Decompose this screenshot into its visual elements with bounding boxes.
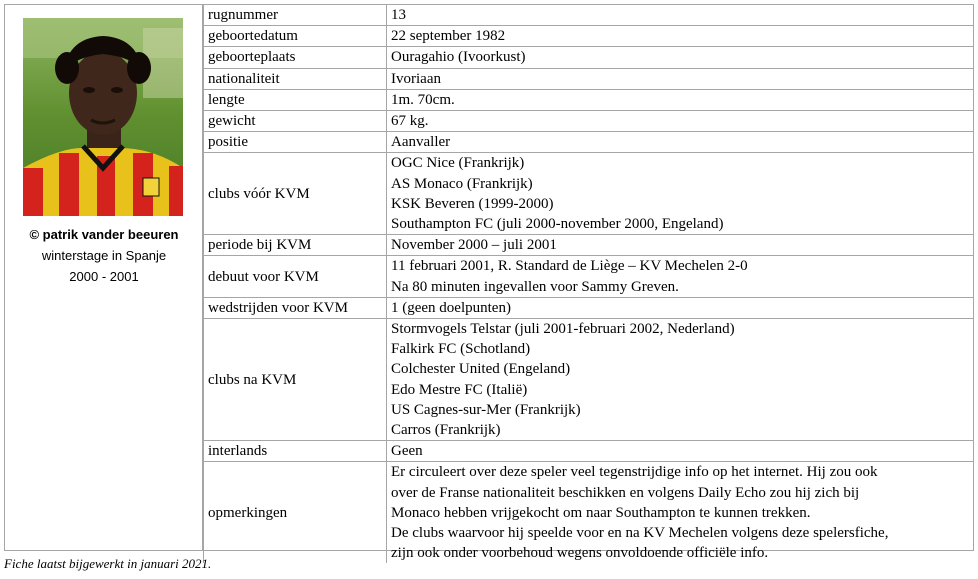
info-label: positie (204, 132, 387, 153)
info-label: opmerkingen (204, 462, 387, 564)
info-row (204, 319, 975, 441)
info-value-line: Southampton FC (juli 2000-november 2000, Engeland) (391, 216, 724, 233)
info-value (387, 89, 975, 110)
info-label: debuut voor KVM (204, 256, 387, 297)
info-value-line: Na 80 minuten ingevallen voor Sammy Greven. (391, 278, 679, 295)
photo-occasion: winterstage in Spanje (41, 248, 167, 263)
info-value-line: Er circuleert over deze speler veel tegenstrijdige info op het internet. Hij zou ook (391, 464, 878, 481)
info-row (204, 132, 975, 153)
photo-caption (5, 224, 203, 287)
info-value-line: zijn ook onder voorbehoud wegens onvoldoende officiële info. (391, 545, 769, 562)
info-label: rugnummer (204, 5, 387, 26)
info-row (204, 153, 975, 235)
photo-credit: © patrik vander beeuren (29, 227, 179, 242)
info-value-line: OGC Nice (Frankrijk) (391, 155, 525, 172)
info-value-line: Carros (Frankrijk) (391, 422, 501, 439)
info-label: gewicht (204, 111, 387, 132)
info-value-line: November 2000 – juli 2001 (391, 237, 557, 254)
info-label: lengte (204, 89, 387, 110)
info-value (387, 111, 975, 132)
info-label: nationaliteit (204, 68, 387, 89)
info-row (204, 26, 975, 47)
info-row (204, 68, 975, 89)
info-value (387, 235, 975, 256)
info-value-line: Falkirk FC (Schotland) (391, 341, 531, 358)
info-row (204, 5, 975, 26)
info-value-line: 1m. 70cm. (391, 91, 455, 108)
info-value (387, 26, 975, 47)
last-updated-note: Fiche laatst bijgewerkt in januari 2021. (4, 556, 212, 571)
info-label: geboorteplaats (204, 47, 387, 68)
info-value (387, 153, 975, 235)
info-value (387, 441, 975, 462)
player-sheet (4, 4, 974, 562)
info-label: wedstrijden voor KVM (204, 297, 387, 318)
info-value-line: 13 (391, 7, 406, 23)
info-row (204, 256, 975, 297)
info-row (204, 441, 975, 462)
info-value-line: 67 kg. (391, 113, 429, 130)
info-value-line: KSK Beveren (1999-2000) (391, 195, 554, 212)
info-value-line: Stormvogels Telstar (juli 2001-februari 2002, Nederland) (391, 321, 735, 338)
info-value (387, 319, 975, 441)
info-row (204, 89, 975, 110)
photo-season: 2000 - 2001 (69, 269, 139, 284)
player-info-table (203, 5, 974, 563)
info-label: geboortedatum (204, 26, 387, 47)
info-value (387, 5, 975, 26)
info-label: clubs vóór KVM (204, 153, 387, 235)
info-value-line: 22 september 1982 (391, 28, 506, 45)
info-value (387, 462, 975, 564)
info-value (387, 68, 975, 89)
info-row (204, 47, 975, 68)
info-value-line: Ivoriaan (391, 70, 441, 87)
info-value-line: Ouragahio (Ivoorkust) (391, 49, 526, 66)
photo-column (5, 5, 203, 550)
info-row (204, 297, 975, 318)
info-row (204, 462, 975, 564)
info-value-line: Geen (391, 443, 423, 460)
info-value (387, 132, 975, 153)
info-label: periode bij KVM (204, 235, 387, 256)
info-value-line: Edo Mestre FC (Italië) (391, 381, 528, 398)
info-value (387, 256, 975, 297)
info-value (387, 297, 975, 318)
info-value-line: 11 februari 2001, R. Standard de Liège – KV Mechelen 2-0 (391, 258, 748, 275)
info-value-line: US Cagnes-sur-Mer (Frankrijk) (391, 401, 581, 418)
player-photo (23, 18, 183, 216)
info-value-line: Monaco hebben vrijgekocht om naar Southampton te kunnen trekken. (391, 504, 811, 521)
info-value-line: De clubs waarvoor hij speelde voor en na KV Mechelen volgens deze spelersfiche, (391, 525, 889, 542)
info-value-line: 1 (geen doelpunten) (391, 299, 511, 316)
info-row (204, 111, 975, 132)
info-value-line: over de Franse nationaliteit beschikken en volgens Daily Echo zou hij zich bij (391, 484, 860, 501)
info-label: interlands (204, 441, 387, 462)
info-value-line: Aanvaller (391, 134, 451, 151)
info-value-line: AS Monaco (Frankrijk) (391, 175, 533, 192)
info-label: clubs na KVM (204, 319, 387, 441)
info-value-line: Colchester United (Engeland) (391, 361, 571, 378)
player-photo-image (23, 18, 183, 216)
info-row (204, 235, 975, 256)
info-value (387, 47, 975, 68)
